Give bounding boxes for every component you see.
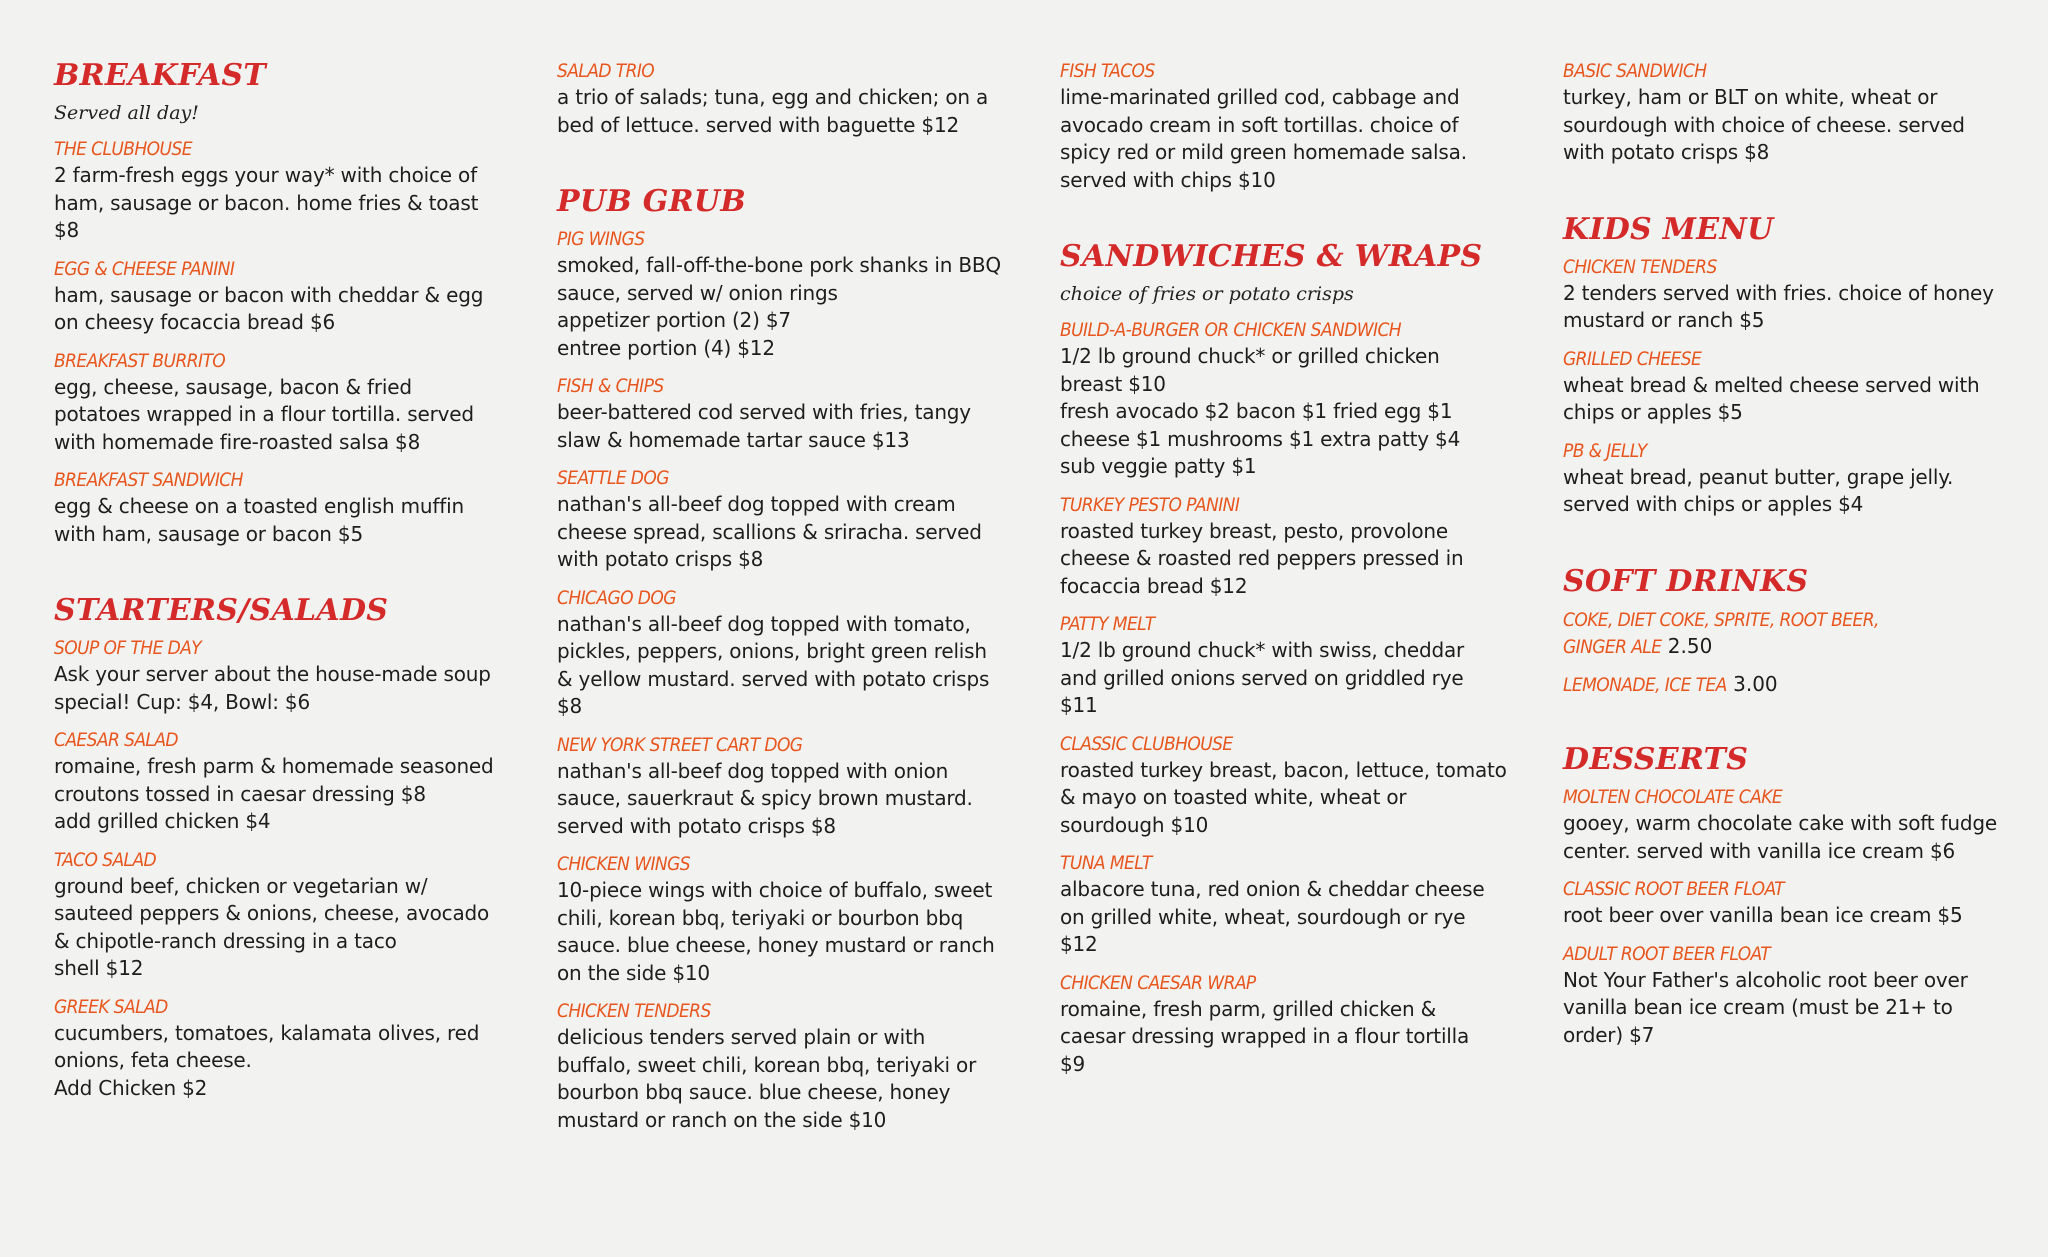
menu-item-description xyxy=(557,84,1007,139)
menu-column-1 xyxy=(54,58,504,1113)
menu-item-description xyxy=(1563,372,2013,427)
description-line: served with chips or apples $4 xyxy=(1563,492,1864,516)
description-line: beer-battered cod served with fries, tangy xyxy=(557,400,971,424)
menu-item-name: CAESAR SALAD xyxy=(54,729,178,751)
menu-item-name: BASIC SANDWICH xyxy=(1563,60,1707,82)
section-title-sandwiches: SANDWICHES & WRAPS xyxy=(1060,239,1483,274)
description-line: lime-marinated grilled cod, cabbage and xyxy=(1060,85,1460,109)
menu-item-description xyxy=(1060,996,1510,1079)
description-line: & mayo on toasted white, wheat or xyxy=(1060,785,1407,809)
menu-item-name: BUILD-A-BURGER OR CHICKEN SANDWICH xyxy=(1060,319,1402,341)
menu-item xyxy=(557,465,1007,574)
description-line: on grilled white, wheat, sourdough or rye xyxy=(1060,904,1466,929)
menu-item-name: NEW YORK STREET CART DOG xyxy=(557,733,803,756)
description-line: chips or apples $5 xyxy=(1563,400,1743,424)
section-title-starters: STARTERS/SALADS xyxy=(54,593,389,628)
description-line: center. served with vanilla ice cream $6 xyxy=(1563,838,1956,863)
description-line: sauce, served w/ onion rings xyxy=(557,280,838,305)
description-line: sourdough with choice of cheese. served xyxy=(1563,112,1965,137)
menu-item-name: FISH & CHIPS xyxy=(557,375,664,397)
description-line: & yellow mustard. served with potato crisps xyxy=(557,666,990,691)
menu-item-name: BREAKFAST SANDWICH xyxy=(54,469,243,491)
menu-item xyxy=(557,373,1007,454)
description-line: 2 tenders served with fries. choice of honey xyxy=(1563,280,1994,305)
description-line: 1/2 lb ground chuck* with swiss, cheddar xyxy=(1060,638,1465,662)
description-line: with homemade fire-roasted salsa $8 xyxy=(54,429,421,454)
menu-item-name: CHICAGO DOG xyxy=(557,586,676,609)
description-line: wheat bread & melted cheese served with xyxy=(1563,372,1980,397)
breakfast-items xyxy=(54,136,504,548)
description-line: ground beef, chicken or vegetarian w/ xyxy=(54,873,428,898)
section-title-desserts: DESSERTS xyxy=(1563,742,1749,777)
section-title-pub-grub: PUB GRUB xyxy=(557,184,746,219)
description-line: pickles, peppers, onions, bright green relish xyxy=(557,639,987,663)
description-line: chili, korean bbq, teriyaki or bourbon bbq xyxy=(557,905,964,930)
description-line: ham, sausage or bacon. home fries & toast xyxy=(54,190,479,215)
menu-item-description xyxy=(557,491,1007,574)
section-subtitle-sandwiches: choice of fries or potato crisps xyxy=(1060,283,1354,305)
menu-item-name: TACO SALAD xyxy=(54,848,157,871)
description-line: and grilled onions served on griddled rye xyxy=(1060,665,1464,690)
description-line: sauteed peppers & onions, cheese, avocado xyxy=(54,901,490,925)
description-line: onions, feta cheese. xyxy=(54,1048,252,1072)
menu-item-description xyxy=(1060,343,1510,481)
description-line: sourdough $10 xyxy=(1060,812,1209,837)
menu-item-description xyxy=(54,873,504,983)
description-line: on the side $10 xyxy=(557,960,710,985)
description-line: gooey, warm chocolate cake with soft fudge xyxy=(1563,811,1997,835)
description-line: egg & cheese on a toasted english muffin xyxy=(54,494,464,518)
menu-item-name: BREAKFAST BURRITO xyxy=(54,349,226,372)
description-line: wheat bread, peanut butter, grape jelly. xyxy=(1563,464,1954,489)
menu-item-name: CHICKEN TENDERS xyxy=(1563,255,1717,278)
description-line: romaine, fresh parm, grilled chicken & xyxy=(1060,996,1436,1021)
description-line: spicy red or mild green homemade salsa. xyxy=(1060,140,1467,164)
soft-drinks-items xyxy=(1563,606,2013,699)
menu-item xyxy=(54,847,504,983)
menu-item-description xyxy=(557,399,1007,454)
menu-item-name: CHICKEN TENDERS xyxy=(557,1000,711,1022)
description-line: mustard or ranch on the side $10 xyxy=(557,1107,887,1132)
menu-item-name: TUNA MELT xyxy=(1060,852,1152,874)
description-line: 2 farm-fresh eggs your way* with choice of xyxy=(54,163,477,187)
menu-item xyxy=(1060,317,1510,481)
menu-item-description xyxy=(54,374,504,457)
menu-item-description xyxy=(1563,464,2013,519)
description-line: & chipotle-ranch dressing in a taco xyxy=(54,928,397,953)
description-line: albacore tuna, red onion & cheddar cheese xyxy=(1060,877,1485,901)
menu-item xyxy=(1060,492,1510,601)
menu-item-name: THE CLUBHOUSE xyxy=(54,138,192,160)
menu-item xyxy=(557,226,1007,362)
description-line: ham, sausage or bacon with cheddar & egg xyxy=(54,282,484,307)
menu-item-name: SEATTLE DOG xyxy=(557,467,669,489)
menu-item-description xyxy=(1563,280,2013,335)
description-line: on cheesy focaccia bread $6 xyxy=(54,310,335,334)
description-line: with potato crisps $8 xyxy=(557,547,764,571)
drink-name: LEMONADE, ICE TEA xyxy=(1563,673,1727,696)
menu-item-description xyxy=(54,282,504,337)
description-line: slaw & homemade tartar sauce $13 xyxy=(557,427,910,452)
menu-item xyxy=(557,585,1007,721)
menu-item xyxy=(54,348,504,457)
drink-price: 3.00 xyxy=(1733,671,1778,696)
menu-item-description xyxy=(1563,810,2013,865)
menu-item-name: CLASSIC ROOT BEER FLOAT xyxy=(1563,878,1785,900)
drink-name: COKE, DIET COKE, SPRITE, ROOT BEER, xyxy=(1563,608,1879,631)
description-line: Add Chicken $2 xyxy=(54,1075,208,1100)
description-line: sauce, sauerkraut & spicy brown mustard. xyxy=(557,786,973,810)
menu-item xyxy=(1060,970,1510,1079)
section-title-soft-drinks: SOFT DRINKS xyxy=(1563,563,1809,599)
description-line: with ham, sausage or bacon $5 xyxy=(54,521,363,546)
salad-trio-item xyxy=(557,58,1007,139)
description-line: shell $12 xyxy=(54,956,144,980)
menu-item xyxy=(557,732,1007,841)
description-line: entree portion (4) $12 xyxy=(557,335,775,360)
menu-item xyxy=(1563,784,2013,865)
drink-price: 2.50 xyxy=(1667,634,1713,658)
menu-item-name: PATTY MELT xyxy=(1060,613,1155,635)
description-line: breast $10 xyxy=(1060,371,1166,396)
menu-column-2 xyxy=(557,58,1007,1145)
menu-item-description xyxy=(1060,84,1510,194)
description-line: 1/2 lb ground chuck* or grilled chicken xyxy=(1060,344,1440,368)
fish-tacos-item xyxy=(1060,58,1510,194)
menu-item-description xyxy=(1060,876,1510,959)
pub-grub-items xyxy=(557,226,1007,1134)
menu-item-description xyxy=(557,252,1007,362)
menu-item-name: CHICKEN WINGS xyxy=(557,853,691,875)
menu-item-name: ADULT ROOT BEER FLOAT xyxy=(1563,942,1771,965)
description-line: cheese $1 mushrooms $1 extra patty $4 xyxy=(1060,426,1461,451)
menu-item xyxy=(557,851,1007,987)
description-line: cheese & roasted red peppers pressed in xyxy=(1060,546,1464,570)
menu-item-description xyxy=(1060,637,1510,720)
description-line: bed of lettuce. served with baguette $12 xyxy=(557,112,960,137)
menu-item xyxy=(1563,438,2013,519)
menu-item-description xyxy=(557,877,1007,987)
description-line: $12 xyxy=(1060,932,1098,956)
description-line: mustard or ranch $5 xyxy=(1563,308,1765,332)
drink-item xyxy=(1563,606,2013,661)
menu-item xyxy=(54,467,504,548)
description-line: fresh avocado $2 bacon $1 fried egg $1 xyxy=(1060,399,1453,423)
description-line: served with potato crisps $8 xyxy=(557,813,836,838)
menu-item xyxy=(1563,346,2013,427)
description-line: caesar dressing wrapped in a flour tortilla xyxy=(1060,1024,1470,1048)
menu-item-description xyxy=(1563,967,2013,1050)
drink-item xyxy=(1563,671,2013,699)
menu-item-description xyxy=(54,162,504,245)
description-line: roasted turkey breast, pesto, provolone xyxy=(1060,518,1448,543)
description-line: Ask your server about the house-made soup xyxy=(54,662,491,686)
menu-item xyxy=(1060,58,1510,194)
description-line: sauce. blue cheese, honey mustard or ranch xyxy=(557,933,995,957)
description-line: buffalo, sweet chili, korean bbq, teriyaki or xyxy=(557,1052,977,1077)
menu-item-description xyxy=(54,753,504,836)
menu-item-name: CLASSIC CLUBHOUSE xyxy=(1060,732,1233,755)
menu-item xyxy=(1563,876,2013,930)
description-line: with potato crisps $8 xyxy=(1563,140,1770,164)
menu-item-description xyxy=(1060,757,1510,840)
description-line: $9 xyxy=(1060,1051,1086,1076)
basic-sandwich-item xyxy=(1563,58,2013,167)
description-line: egg, cheese, sausage, bacon & fried xyxy=(54,374,412,399)
menu-item-name: PIG WINGS xyxy=(557,228,645,250)
description-line: turkey, ham or BLT on white, wheat or xyxy=(1563,85,1938,109)
description-line: add grilled chicken $4 xyxy=(54,809,271,833)
menu-item-description xyxy=(54,493,504,548)
description-line: delicious tenders served plain or with xyxy=(557,1025,926,1049)
menu-item-name: GREEK SALAD xyxy=(54,995,168,1018)
description-line: cheese spread, scallions & sriracha. served xyxy=(557,519,982,544)
menu-item-description xyxy=(54,661,504,716)
menu-item-description xyxy=(557,758,1007,841)
description-line: nathan's all-beef dog topped with tomato, xyxy=(557,611,971,636)
menu-item-name: PB & JELLY xyxy=(1563,439,1647,462)
description-line: served with chips $10 xyxy=(1060,167,1276,192)
menu-item xyxy=(557,58,1007,139)
menu-item-name: GRILLED CHEESE xyxy=(1563,347,1702,370)
menu-item xyxy=(1060,611,1510,720)
menu-item-description xyxy=(1563,902,2013,930)
menu-column-4 xyxy=(1563,58,2013,1060)
kids-items xyxy=(1563,254,2013,519)
description-line: $8 xyxy=(557,694,583,718)
description-line: a trio of salads; tuna, egg and chicken; on a xyxy=(557,85,989,109)
menu-item-description xyxy=(1563,84,2013,167)
description-line: bourbon bbq sauce. blue cheese, honey xyxy=(557,1080,951,1104)
description-line: root beer over vanilla bean ice cream $5 xyxy=(1563,903,1963,927)
description-line: smoked, fall-off-the-bone pork shanks in BBQ xyxy=(557,253,1001,277)
description-line: sub veggie patty $1 xyxy=(1060,454,1257,478)
description-line: potatoes wrapped in a flour tortilla. served xyxy=(54,402,474,426)
menu-item xyxy=(1563,254,2013,335)
menu-item-name: FISH TACOS xyxy=(1060,60,1155,82)
menu-item-description xyxy=(557,1024,1007,1134)
description-line: nathan's all-beef dog topped with onion xyxy=(557,758,949,783)
menu-item-description xyxy=(1060,518,1510,601)
starters-items xyxy=(54,635,504,1102)
menu-item-name: SALAD TRIO xyxy=(557,60,655,82)
description-line: avocado cream in soft tortillas. choice of xyxy=(1060,112,1459,137)
description-line: $8 xyxy=(54,218,80,242)
section-subtitle-breakfast: Served all day! xyxy=(54,102,199,124)
description-line: nathan's all-beef dog topped with cream xyxy=(557,492,956,516)
description-line: appetizer portion (2) $7 xyxy=(557,308,791,332)
description-line: croutons tossed in caesar dressing $8 xyxy=(54,781,426,806)
menu-item xyxy=(1060,850,1510,959)
menu-item xyxy=(54,994,504,1103)
description-line: focaccia bread $12 xyxy=(1060,573,1248,598)
menu-item-description xyxy=(557,611,1007,721)
menu-item xyxy=(1060,731,1510,840)
menu-item xyxy=(54,727,504,836)
menu-column-3 xyxy=(1060,58,1510,1089)
description-line: $11 xyxy=(1060,693,1098,717)
menu-item xyxy=(54,136,504,245)
description-line: roasted turkey breast, bacon, lettuce, tomato xyxy=(1060,757,1507,782)
description-line: vanilla bean ice cream (must be 21+ to xyxy=(1563,995,1953,1019)
sandwiches-items xyxy=(1060,317,1510,1078)
menu-item xyxy=(54,256,504,337)
menu-item-name: MOLTEN CHOCOLATE CAKE xyxy=(1563,786,1783,808)
description-line: order) $7 xyxy=(1563,1022,1655,1047)
description-line: Not Your Father's alcoholic root beer over xyxy=(1563,967,1968,992)
description-line: romaine, fresh parm & homemade seasoned xyxy=(54,754,494,778)
menu-item xyxy=(54,635,504,716)
description-line: 10-piece wings with choice of buffalo, sweet xyxy=(557,878,993,902)
menu-item xyxy=(557,998,1007,1134)
menu-item-name: TURKEY PESTO PANINI xyxy=(1060,493,1240,516)
menu-item xyxy=(1563,941,2013,1050)
menu-item-description xyxy=(54,1020,504,1103)
section-title-kids: KIDS MENU xyxy=(1563,211,1774,247)
description-line: cucumbers, tomatoes, kalamata olives, red xyxy=(54,1020,480,1045)
description-line: special! Cup: $4, Bowl: $6 xyxy=(54,689,310,714)
menu-item xyxy=(1563,58,2013,167)
desserts-items xyxy=(1563,784,2013,1049)
section-title-breakfast: BREAKFAST xyxy=(54,58,267,93)
menu-item-name: SOUP OF THE DAY xyxy=(54,637,202,659)
menu-item-name: EGG & CHEESE PANINI xyxy=(54,257,235,280)
menu-item-name: CHICKEN CAESAR WRAP xyxy=(1060,971,1256,994)
drink-name: GINGER ALE xyxy=(1563,636,1662,658)
